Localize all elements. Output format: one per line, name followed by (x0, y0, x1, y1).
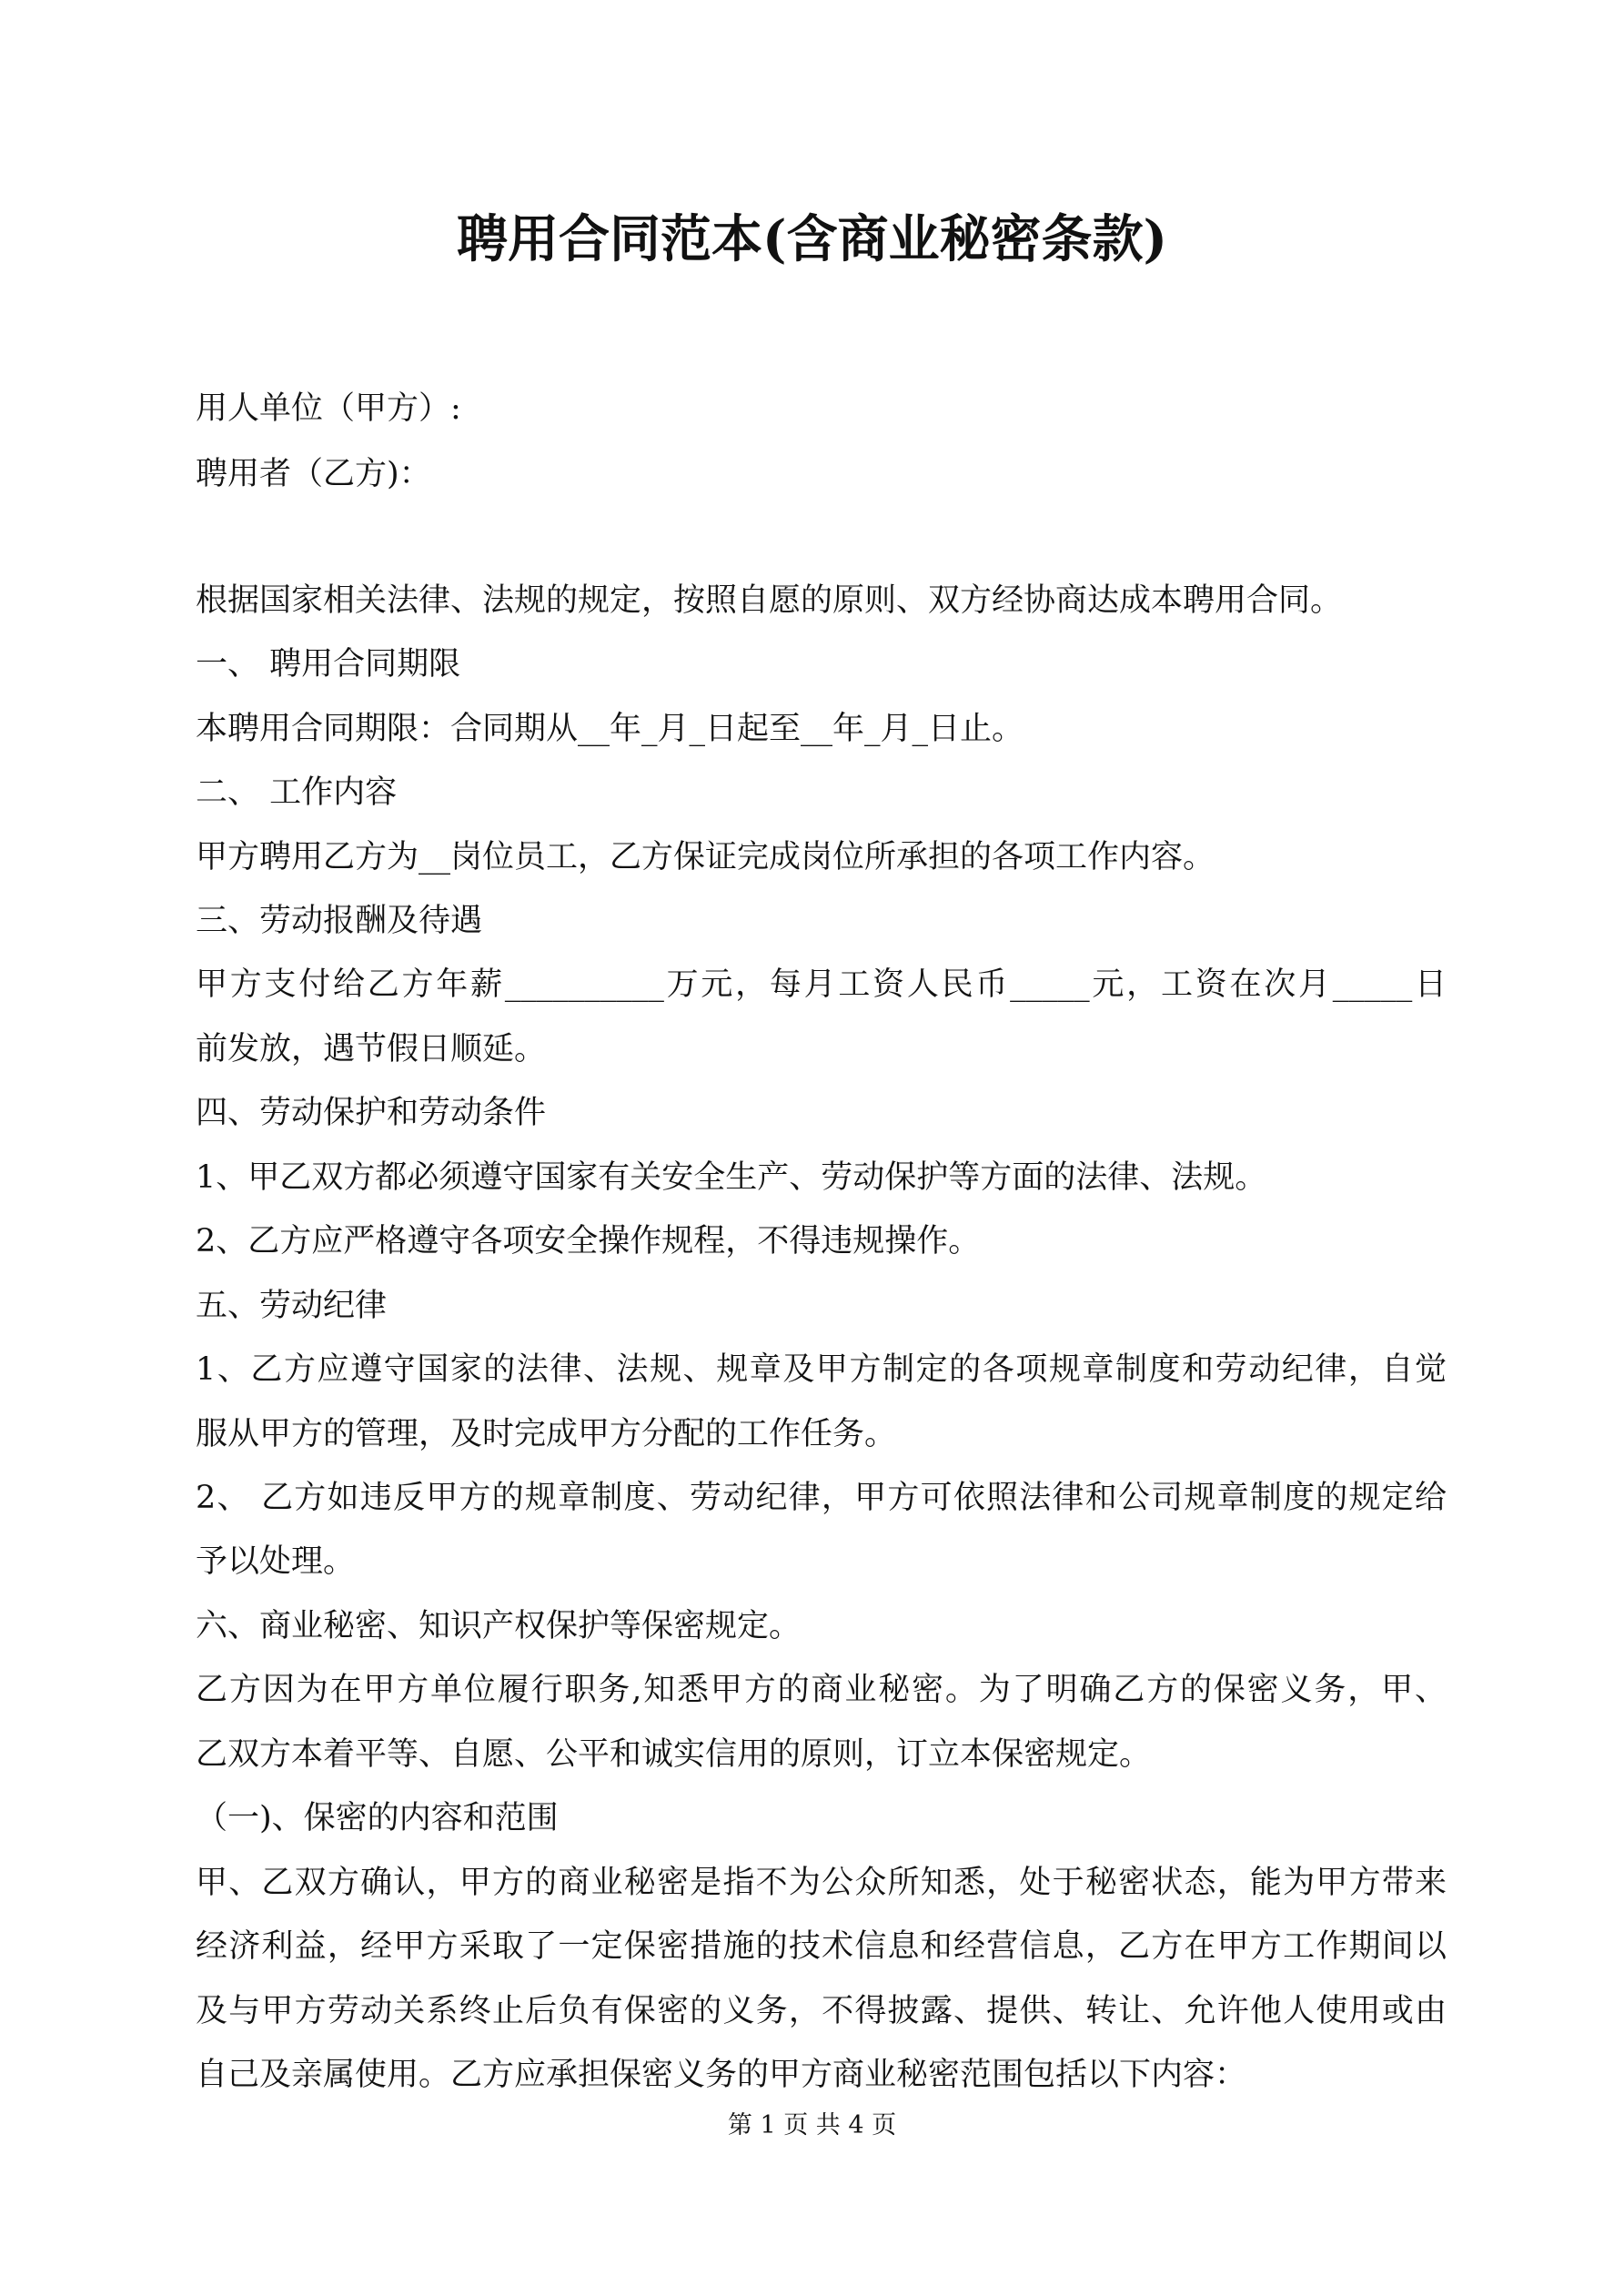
paragraph-line: 经济利益，经甲方采取了一定保密措施的技术信息和经营信息，乙方在甲方工作期间以 (196, 1928, 1447, 1965)
paragraph-line: 前发放，遇节假日顺延。 (196, 1031, 547, 1067)
paragraph-line: 1、甲乙双方都必须遵守国家有关安全生产、劳动保护等方面的法律、法规。 (196, 1159, 1267, 1196)
section-heading: 三、劳动报酬及待遇 (196, 903, 483, 939)
paragraph-line: 2、 乙方如违反甲方的规章制度、劳动纪律，甲方可依照法律和公司规章制度的规定给 (196, 1480, 1447, 1516)
section-heading: 五、劳动纪律 (196, 1288, 388, 1324)
paragraph-line: 本聘用合同期限：合同期从__年_月_日起至__年_月_日止。 (196, 711, 1024, 747)
section-heading: 一、 聘用合同期限 (196, 646, 461, 683)
party-b-line: 聘用者（乙方)： (196, 456, 431, 492)
paragraph-line: 服从甲方的管理，及时完成甲方分配的工作任务。 (196, 1416, 897, 1452)
paragraph-line: 及与甲方劳动关系终止后负有保密的义务，不得披露、提供、转让、允许他人使用或由 (196, 1993, 1447, 2029)
section-heading: 四、劳动保护和劳动条件 (196, 1095, 547, 1131)
document-title: 聘用合同范本(含商业秘密条款) (457, 209, 1167, 269)
preamble-line: 根据国家相关法律、法规的规定，按照自愿的原则、双方经协商达成本聘用合同。 (196, 582, 1343, 619)
paragraph-line: 乙双方本着平等、自愿、公平和诚实信用的原则，订立本保密规定。 (196, 1736, 1152, 1773)
subsection-heading: （一)、保密的内容和范围 (196, 1800, 559, 1836)
paragraph-line: 予以处理。 (196, 1543, 356, 1580)
section-heading: 六、商业秘密、知识产权保护等保密规定。 (196, 1608, 802, 1644)
paragraph-line: 1、乙方应遵守国家的法律、法规、规章及甲方制定的各项规章制度和劳动纪律，自觉 (196, 1351, 1447, 1388)
paragraph-line: 甲、乙双方确认，甲方的商业秘密是指不为公众所知悉，处于秘密状态，能为甲方带来 (196, 1865, 1447, 1901)
paragraph-line: 乙方因为在甲方单位履行职务,知悉甲方的商业秘密。为了明确乙方的保密义务，甲、 (196, 1672, 1447, 1708)
page-footer: 第 1 页 共 4 页 (727, 2111, 897, 2139)
paragraph-line: 甲方支付给乙方年薪__________万元，每月工资人民币_____元，工资在次月_____日 (196, 966, 1447, 1003)
paragraph-line: 2、乙方应严格遵守各项安全操作规程，不得违规操作。 (196, 1223, 981, 1259)
section-heading: 二、 工作内容 (196, 774, 398, 811)
paragraph-line: 甲方聘用乙方为__岗位员工，乙方保证完成岗位所承担的各项工作内容。 (196, 839, 1215, 875)
paragraph-line: 自己及亲属使用。乙方应承担保密义务的甲方商业秘密范围包括以下内容： (196, 2057, 1247, 2093)
party-a-line: 用人单位（甲方）: (196, 390, 461, 427)
